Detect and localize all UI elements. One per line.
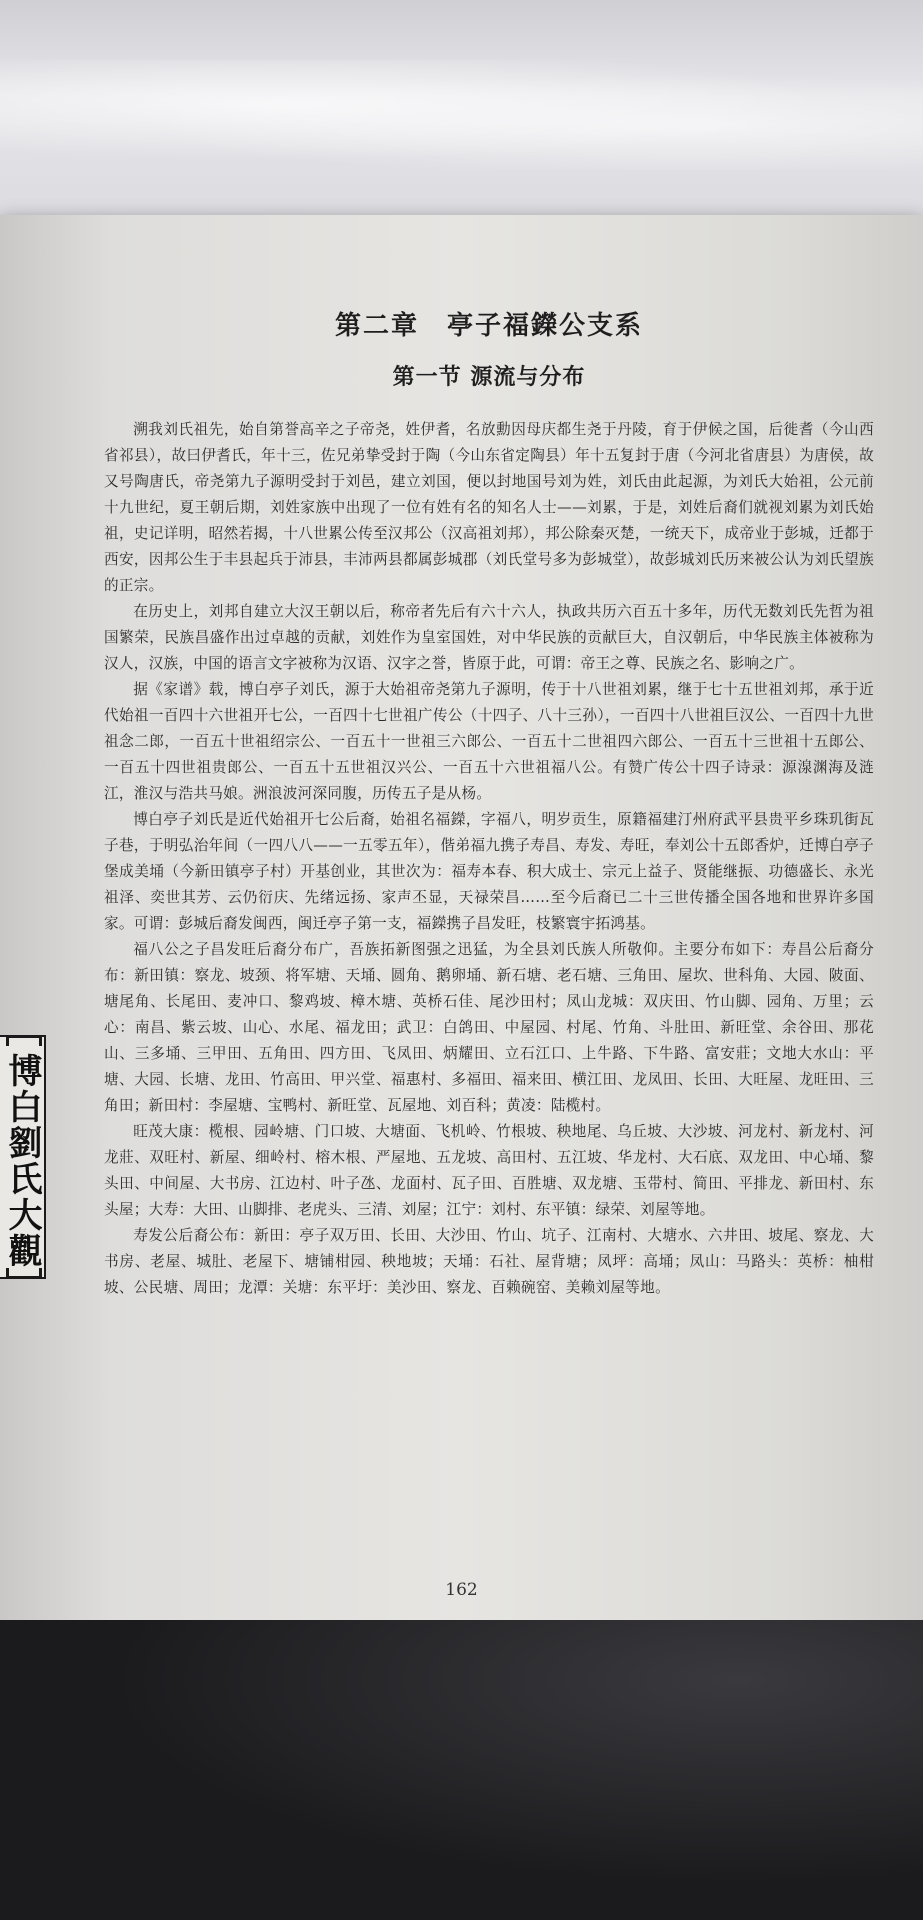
paragraph-history: 在历史上，刘邦自建立大汉王朝以后，称帝者先后有六十六人，执政共历六百五十多年，历代无数刘氏先哲为祖国繁荣，民族昌盛作出过卓越的贡献，刘姓作为皇室国姓，对中华民族的贡献巨大，自汉朝后，中华民族主体被称为汉人，汉族，中国的语言文字被称为汉语、汉字之誉，皆原于此，可谓：帝王之尊、民族之名、影响之广。 — [104, 603, 874, 672]
chapter-title — [104, 305, 874, 342]
paragraph-tingzi-founder: 博白亭子刘氏是近代始祖开七公后裔，始祖名福鑅，字福八，明岁贡生，原籍福建汀州府武平县贵平乡珠玑街瓦子巷，于明弘治年间（一四八八——一五零五年），偕弟福九携子寿昌、寿发、寿旺，奉刘公十五郎香炉，迁博白亭子堡成美埇（今新田镇亭子村）开基创业，其世次为：福寿本春、积大成士、宗元上益子、贤能继振、功德盛长、永光祖泽、奕世其芳、云仍衍庆、先绪远扬、家声丕显，天禄荣昌……至今后裔已二十三世传播全国各地和世界许多国家。可谓：彭城后裔发闽西，闽迁亭子第一支，福鑅携子昌发旺，枝繁寰宇拓鸿基。 — [104, 811, 874, 932]
spine-title: 博白劉氏大觀 — [2, 1053, 42, 1269]
chapter-number: 第二章 — [334, 311, 419, 341]
background-dark-surface — [0, 1620, 923, 1920]
paragraph-shoufa-distribution: 寿发公后裔公布：新田：亭子双万田、长田、大沙田、竹山、坑子、江南村、大塘水、六井田、坡尾、察龙、大书房、老屋、城肚、老屋下、塘铺柑园、秧地坡；天埇：石社、屋背塘；凤坪：高埇；凤山：马路头：英桥：柚柑坡、公民塘、周田；龙潭：关塘：东平圩：美沙田、察龙、百赖碗窑、美赖刘屋等地。 — [104, 1227, 874, 1296]
page-number: 162 — [445, 1580, 478, 1600]
page-content — [104, 305, 874, 1301]
spine-bracket-bottom — [6, 1268, 42, 1279]
paragraph-origin: 溯我刘氏祖先，始自第誉高辛之子帝尧，姓伊耆，名放勳因母庆都生尧于丹陵，育于伊候之国，后徙耆（今山西省祁县），故曰伊耆氏，年十三，佐兄弟挚受封于陶（今山东省定陶县）年十五复封于唐（今河北省唐县）为唐侯，故又号陶唐氏，帝尧第九子源明受封于刘邑，建立刘国，便以封地国号刘为姓，刘氏由此起源，为刘氏大始祖，公元前十九世纪，夏王朝后期，刘姓家族中出现了一位有姓有名的知名人士——刘累，于是，刘姓后裔们就视刘累为刘氏始祖，史记详明，昭然若揭，十八世累公传至汉邦公（汉高祖刘邦），邦公除秦灭楚，一统天下，成帝业于彭城，迁都于西安，因邦公生于丰县起兵于沛县，丰沛两县都属彭城郡（刘氏堂号多为彭城堂），故彭城刘氏历来被公认为刘氏望族的正宗。 — [104, 421, 874, 594]
spine-bracket-top — [6, 1035, 42, 1046]
paragraph-wangmao-distribution: 旺茂大康：榄根、园岭塘、门口坡、大塘面、飞机岭、竹根坡、秧地尾、乌丘坡、大沙坡、河龙村、新龙村、河龙莊、双旺村、新屋、细岭村、榕木根、严屋地、五龙坡、高田村、五江坡、华龙村、大石底、双龙田、中心埇、黎头田、中间屋、大书房、江边村、叶子氹、龙面村、瓦子田、百胜塘、双龙塘、玉带村、简田、平排龙、新田村、东头屋；大寿：大田、山脚排、老虎头、三清、刘屋；江宁：刘村、东平镇：绿荣、刘屋等地。 — [104, 1123, 874, 1218]
paragraph-shouchang-distribution: 福八公之子昌发旺后裔分布广，吾族拓新图强之迅猛，为全县刘氏族人所敬仰。主要分布如下：寿昌公后裔分布：新田镇：察龙、坡颈、将军塘、天埇、圆角、鹅卵埇、新石塘、老石塘、三角田、屋坎、世科角、大园、陂面、塘尾角、长尾田、麦冲口、黎鸡坡、樟木塘、英桥石佳、尾沙田村；凤山龙城：双庆田、竹山脚、园角、万里；云心：南昌、紫云坡、山心、水尾、福龙田；武卫：白鸽田、中屋园、村尾、竹角、斗肚田、新旺堂、余谷田、那花山、三多埇、三甲田、五角田、四方田、飞凤田、炳耀田、立石江口、上牛路、下牛路、富安莊；文地大水山：平塘、大园、长塘、龙田、竹高田、甲兴堂、福惠村、多福田、福来田、横江田、龙凤田、长田、大旺屋、龙旺田、三角田；新田村：李屋塘、宝鸭村、新旺堂、瓦屋地、刘百科；黄凌：陆榄村。 — [104, 941, 874, 1114]
spine-label — [0, 1035, 46, 1279]
background-cloth — [0, 0, 923, 240]
paragraph-genealogy: 据《家谱》载，博白亭子刘氏，源于大始祖帝尧第九子源明，传于十八世祖刘累，继于七十五世祖刘邦，承于近代始祖一百四十六世祖开七公，一百四十七世祖广传公（十四子、八十三孙），一百四十八世祖巨汉公、一百四十九世祖念二郎，一百五十世祖绍宗公、一百五十一世祖三六郎公、一百五十二世祖四六郎公、一百五十三世祖十五郎公、一百五十四世祖贵郎公、一百五十五世祖汉兴公、一百五十六世祖福八公。有赞广传公十四子诗录：源湶渊海及涟江，淮汉与浩共马娘。洲浪波河深同腹，历传五子是从杨。 — [104, 681, 874, 802]
section-title: 第一节 源流与分布 — [392, 364, 586, 390]
chapter-name: 亭子福鑅公支系 — [447, 311, 644, 341]
